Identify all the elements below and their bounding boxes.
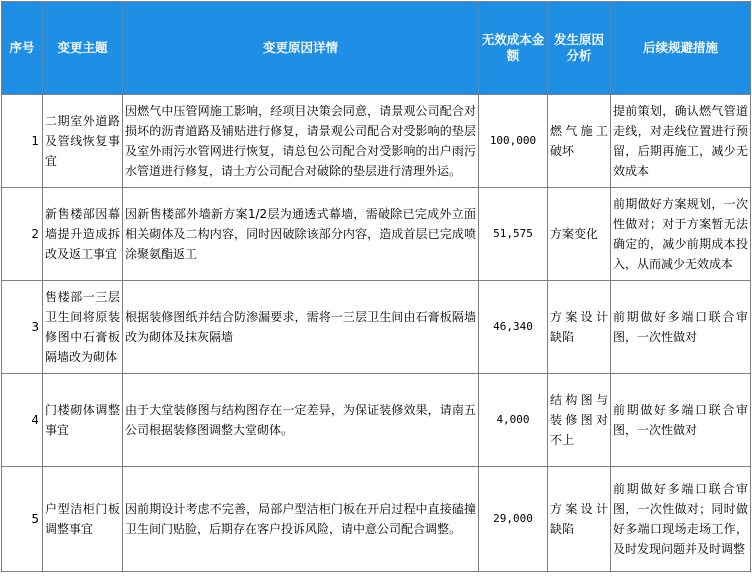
cell-measure: 前期做好多端口联合审图，一次性做对 xyxy=(611,374,751,467)
cell-analysis: 结构图与装修图对不上 xyxy=(548,374,611,467)
cell-reason: 因新售楼部外墙新方案1/2层为通透式幕墙，需破除已完成外立面相关砌体及二构内容，同时因破除该部分内容，造成首层已完成喷涂聚氨酯返工 xyxy=(123,188,479,281)
table-row xyxy=(2,374,751,467)
cell-reason: 根据装修图纸并结合防渗漏要求，需将一三层卫生间由石膏板隔墙改为砌体及抹灰隔墙 xyxy=(123,281,479,374)
cell-cost: 29,000 xyxy=(479,467,548,572)
table-row xyxy=(2,188,751,281)
header-analysis: 发生原因分析 xyxy=(548,2,611,95)
header-row xyxy=(2,2,751,95)
table-row xyxy=(2,95,751,188)
cell-reason: 由于大堂装修图与结构图存在一定差异，为保证装修效果，请南五公司根据装修图调整大堂砌体。 xyxy=(123,374,479,467)
cell-analysis: 方案变化 xyxy=(548,188,611,281)
cell-reason: 因燃气中压管网施工影响，经项目决策会同意，请景观公司配合对损坏的沥青道路及铺贴进行修复，请景观公司配合对受影响的垫层及室外雨污水管网进行恢复，请总包公司配合对受影响的出户雨污水管道进行修复，请土方公司配合对破除的垫层进行清理外运。 xyxy=(123,95,479,188)
cell-analysis: 燃气施工破坏 xyxy=(548,95,611,188)
cell-measure: 前期做好方案规划，一次性做对；对于方案暂无法确定的，减少前期成本投入，从而减少无效成本 xyxy=(611,188,751,281)
cell-analysis: 方案设计缺陷 xyxy=(548,467,611,572)
cell-measure: 前期做好多端口联合审图，一次性做对 xyxy=(611,281,751,374)
cell-seq: 5 xyxy=(2,467,43,572)
cell-topic: 新售楼部因幕墙提升造成拆改及返工事宜 xyxy=(43,188,123,281)
table-row xyxy=(2,281,751,374)
cell-topic: 门楼砌体调整事宜 xyxy=(43,374,123,467)
cell-topic: 户型洁柜门板调整事宜 xyxy=(43,467,123,572)
header-topic: 变更主题 xyxy=(43,2,123,95)
cost-change-table xyxy=(1,1,751,572)
cell-cost: 51,575 xyxy=(479,188,548,281)
header-seq: 序号 xyxy=(2,2,43,95)
cell-topic: 售楼部一三层卫生间将原装修图中石膏板隔墙改为砌体 xyxy=(43,281,123,374)
cell-seq: 3 xyxy=(2,281,43,374)
header-measure: 后续规避措施 xyxy=(611,2,751,95)
cell-seq: 4 xyxy=(2,374,43,467)
cell-analysis: 方案设计缺陷 xyxy=(548,281,611,374)
cell-topic: 二期室外道路及管线恢复事宜 xyxy=(43,95,123,188)
header-reason: 变更原因详情 xyxy=(123,2,479,95)
cell-measure: 前期做好多端口联合审图，一次性做对；同时做好多端口现场走场工作，及时发现问题并及时调整 xyxy=(611,467,751,572)
header-cost: 无效成本金额 xyxy=(479,2,548,95)
cell-seq: 1 xyxy=(2,95,43,188)
cell-reason: 因前期设计考虑不完善，局部户型洁柜门板在开启过程中直接磕撞卫生间门贴脸，后期存在客户投诉风险，请中意公司配合调整。 xyxy=(123,467,479,572)
cell-cost: 100,000 xyxy=(479,95,548,188)
cell-measure: 提前策划，确认燃气管道走线，对走线位置进行预留，后期再施工，减少无效成本 xyxy=(611,95,751,188)
table-row xyxy=(2,467,751,572)
cell-cost: 4,000 xyxy=(479,374,548,467)
cell-seq: 2 xyxy=(2,188,43,281)
cell-cost: 46,340 xyxy=(479,281,548,374)
